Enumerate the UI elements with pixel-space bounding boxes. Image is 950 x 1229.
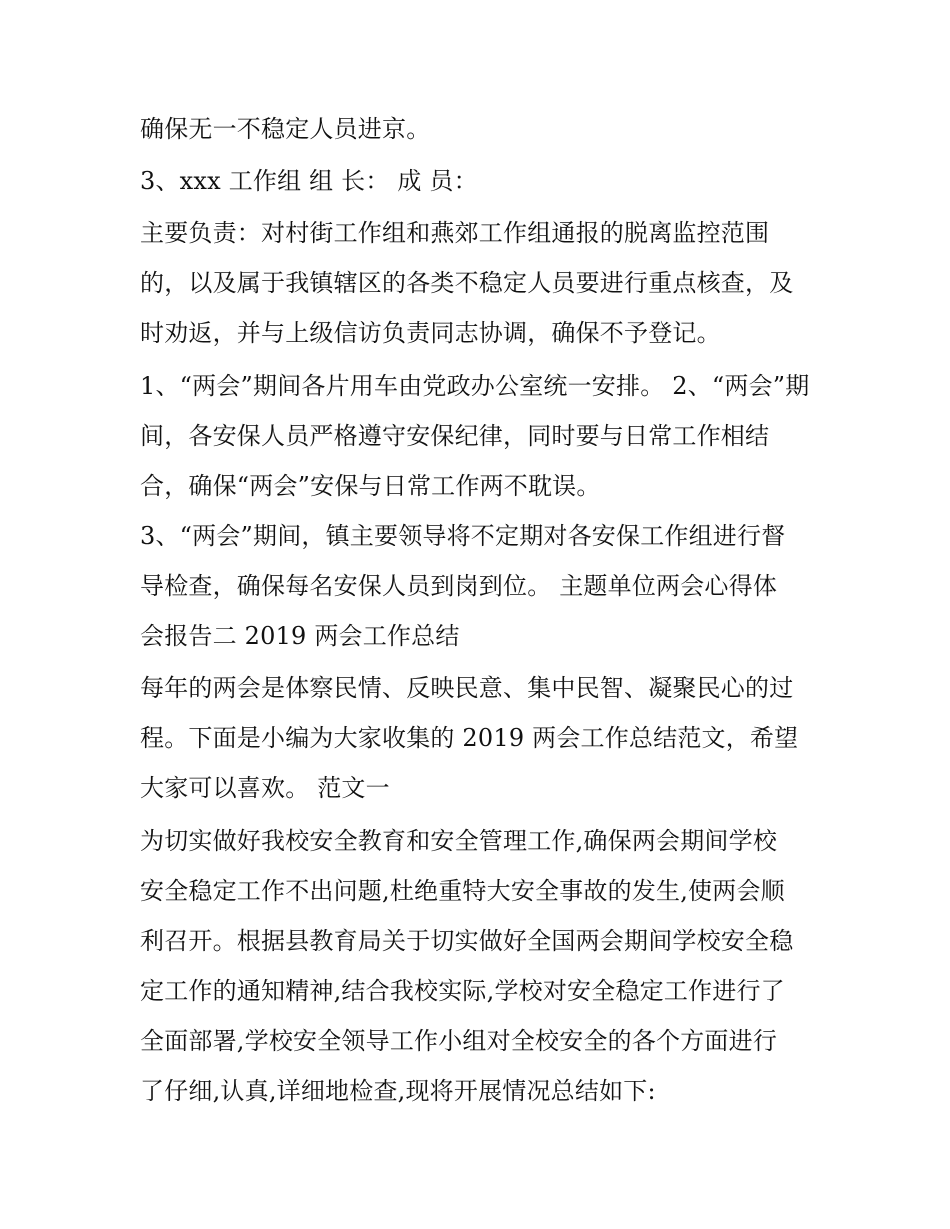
text-line: 定工作的通知精神,结合我校实际,学校对安全稳定工作进行了: [140, 977, 785, 1005]
text-line: 间，各安保人员严格遵守安保纪律，同时要与日常工作相结: [140, 422, 770, 450]
text-line: 合，确保“两会”安保与日常工作两不耽误。: [140, 472, 601, 500]
text-line: 全面部署,学校安全领导工作小组对全校安全的各个方面进行: [140, 1027, 778, 1055]
text-line: 主要负责：对村街工作组和燕郊工作组通报的脱离监控范围: [140, 219, 770, 247]
text-line: 1、“两会”期间各片用车由党政办公室统一安排。 2、“两会”期: [140, 372, 810, 400]
text-line: 确保无一不稳定人员进京。: [140, 115, 431, 143]
text-line: 会报告二 2019 两会工作总结: [140, 622, 460, 650]
text-line: 导检查，确保每名安保人员到岗到位。 主题单位两会心得体: [140, 572, 778, 600]
text-line: 3、“两会”期间，镇主要领导将不定期对各安保工作组进行督: [140, 522, 786, 550]
text-line: 程。下面是小编为大家收集的 2019 两会工作总结范文，希望: [140, 724, 799, 752]
text-line: 时劝返，并与上级信访负责同志协调，确保不予登记。: [140, 319, 721, 347]
text-line: 为切实做好我校安全教育和安全管理工作,确保两会期间学校: [140, 827, 778, 855]
text-line: 了仔细,认真,详细地检查,现将开展情况总结如下:: [140, 1077, 656, 1105]
text-line: 的，以及属于我镇辖区的各类不稳定人员要进行重点核查，及: [140, 269, 794, 297]
text-line: 大家可以喜欢。 范文一: [140, 774, 390, 802]
text-line: 安全稳定工作不出问题,杜绝重特大安全事故的发生,使两会顺: [140, 877, 785, 905]
text-line: 利召开。根据县教育局关于切实做好全国两会期间学校安全稳: [140, 927, 794, 955]
text-line: 3、xxx 工作组 组 长： 成 员：: [140, 167, 478, 195]
text-line: 每年的两会是体察民情、反映民意、集中民智、凝聚民心的过: [140, 674, 794, 702]
